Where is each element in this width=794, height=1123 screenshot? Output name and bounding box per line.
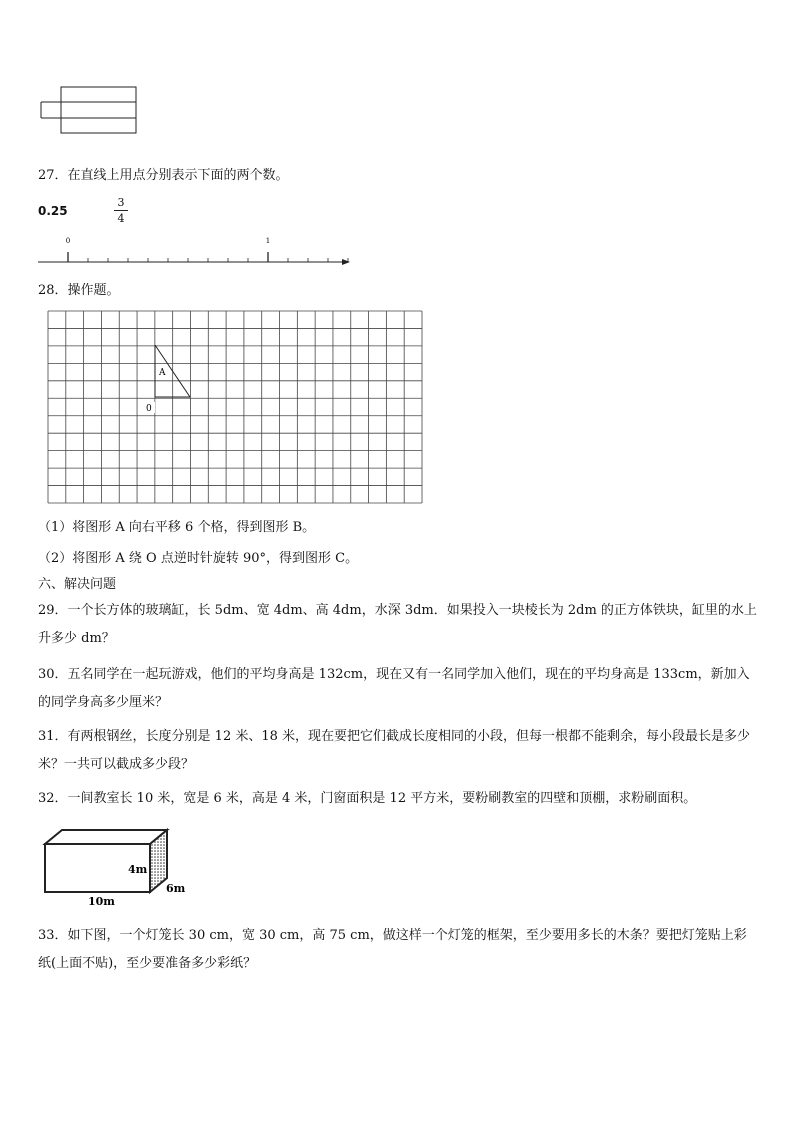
q33-text: 33．如下图，一个灯笼长 30 cm，宽 30 cm，高 75 cm，做这样一个灯笼的框架，至少要用多长的木条？要把灯笼贴上彩纸(上面不贴)，至少要准备多少彩纸？: [38, 928, 747, 971]
point-o-label: 0: [146, 404, 152, 414]
tick-label-1: 1: [265, 237, 271, 245]
q32-text: 32．一间教室长 10 米，宽是 6 米，高是 4 米，门窗面积是 12 平方米，要粉刷教室的四壁和顶棚，求粉刷面积。: [38, 791, 697, 806]
q31-text: 31．有两根钢丝，长度分别是 12 米、18 米，现在要把它们截成长度相同的小段，但每一根都不能剩余，每小段最长是多少米？一共可以截成多少段？: [38, 729, 751, 772]
grid-figure: [45, 308, 425, 506]
net-figure: [38, 84, 142, 136]
label-height: 4m: [128, 863, 148, 876]
fraction-three-quarters: [114, 196, 128, 225]
q27-text: 27．在直线上用点分别表示下面的两个数。: [38, 168, 289, 183]
section-title: 六、解决问题: [38, 577, 117, 592]
q28-sub1: （1）将图形 A 向右平移 6 个格，得到图形 B。: [38, 520, 316, 535]
q28-text: 28．操作题。: [38, 283, 120, 298]
q30-text: 30．五名同学在一起玩游戏，他们的平均身高是 132cm，现在又有一名同学加入他们，现在的平均身高是 133cm，新加入的同学身高多少厘米？: [38, 667, 750, 710]
q29-text: 29．一个长方体的玻璃缸，长 5dm、宽 4dm、高 4dm，水深 3dm．如果投入一块棱长为 2dm 的正方体铁块，缸里的水上升多少 dm？: [38, 603, 757, 646]
number-line: [36, 235, 354, 267]
tick-label-0: 0: [65, 237, 71, 245]
shape-a-label: A: [159, 368, 166, 378]
fraction-denominator: 4: [117, 212, 125, 225]
fraction-numerator: 3: [117, 196, 125, 209]
label-length: 10m: [88, 895, 115, 908]
number-decimal: 0.25: [38, 204, 68, 218]
fraction-bar: [114, 210, 128, 211]
classroom-cuboid: [40, 826, 200, 908]
q28-sub2: （2）将图形 A 绕 O 点逆时针旋转 90°，得到图形 C。: [38, 551, 359, 566]
label-width: 6m: [166, 882, 186, 895]
